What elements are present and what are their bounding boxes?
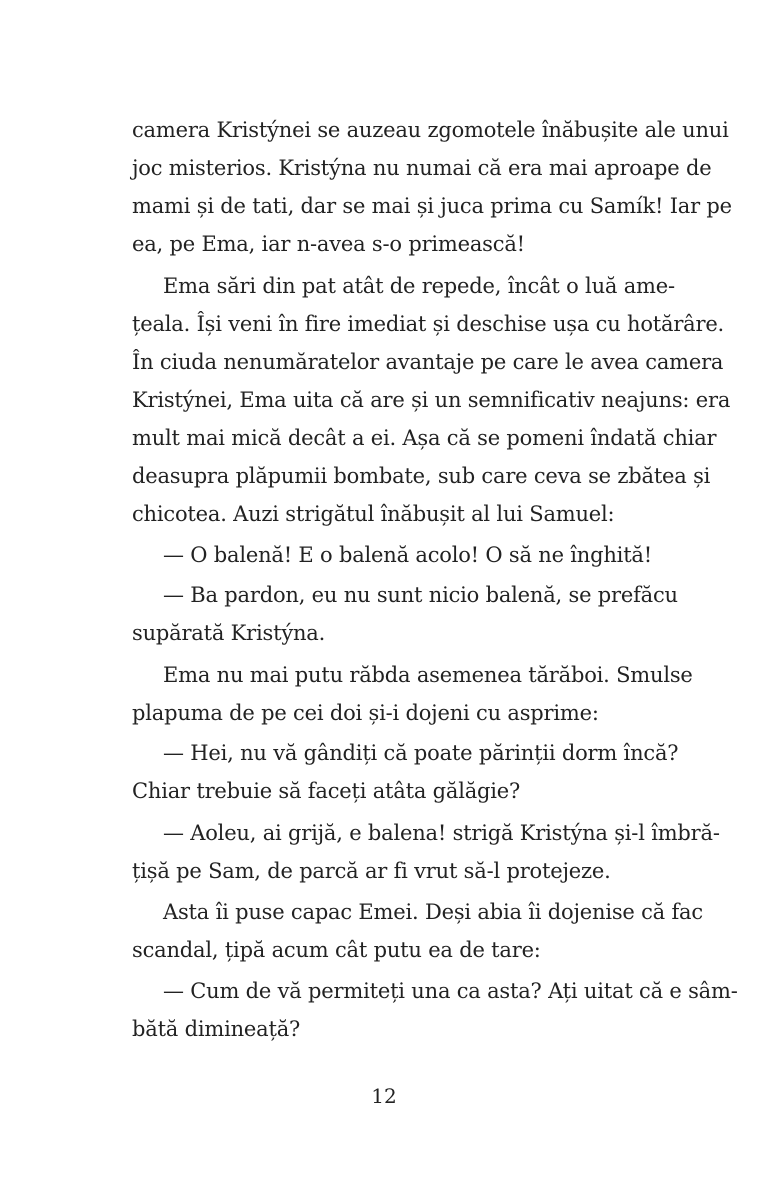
dialogue-line: — Hei, nu vă gândiți că poate părinții dorm încă? [163, 741, 679, 765]
dialogue-line: — Cum de vă permiteți una ca asta? Ați uitat că e sâm- [163, 979, 738, 1003]
paragraph-first-line: Ema nu mai putu răbda asemenea tărăboi. Smulse [163, 663, 693, 687]
dialogue-line: — Aoleu, ai grijă, e balena! strigă Kristýna și-l îmbră- [163, 821, 720, 845]
text-line: Chiar trebuie să faceți atâta gălăgie? [132, 779, 521, 803]
text-line: țeala. Își veni în fire imediat și deschise ușa cu hotărâre. [132, 312, 725, 336]
paragraph-first-line: Ema sări din pat atât de repede, încât o luă ame- [163, 274, 675, 298]
text-line: mami și de tati, dar se mai și juca prima cu Samík! Iar pe [132, 194, 732, 218]
text-line: chicotea. Auzi strigătul înăbușit al lui Samuel: [132, 502, 615, 526]
text-line: supărată Kristýna. [132, 621, 326, 645]
text-line: bătă dimineață? [132, 1017, 301, 1041]
dialogue-line: — O balenă! E o balenă acolo! O să ne înghită! [163, 543, 652, 567]
text-line: plapuma de pe cei doi și-i dojeni cu asprime: [132, 701, 599, 725]
paragraph-first-line: Asta îi puse capac Emei. Deși abia îi dojenise că fac [163, 900, 703, 924]
dialogue-line: — Ba pardon, eu nu sunt nicio balenă, se prefăcu [163, 583, 678, 607]
text-line: În ciuda nenumăratelor avantaje pe care le avea camera [132, 350, 724, 374]
text-line: scandal, țipă acum cât putu ea de tare: [132, 938, 541, 962]
text-line: deasupra plăpumii bombate, sub care ceva se zbătea și [132, 464, 711, 488]
text-line: camera Kristýnei se auzeau zgomotele înăbușite ale unui [132, 118, 729, 142]
text-line: mult mai mică decât a ei. Așa că se pomeni îndată chiar [132, 426, 717, 450]
text-line: joc misterios. Kristýna nu numai că era mai aproape de [132, 156, 712, 180]
text-line: țișă pe Sam, de parcă ar fi vrut să-l protejeze. [132, 859, 611, 883]
text-line: Kristýnei, Ema uita că are și un semnificativ neajuns: era [132, 388, 731, 412]
text-line: ea, pe Ema, iar n-avea s-o primească! [132, 232, 525, 256]
page-number: 12 [371, 1084, 397, 1108]
